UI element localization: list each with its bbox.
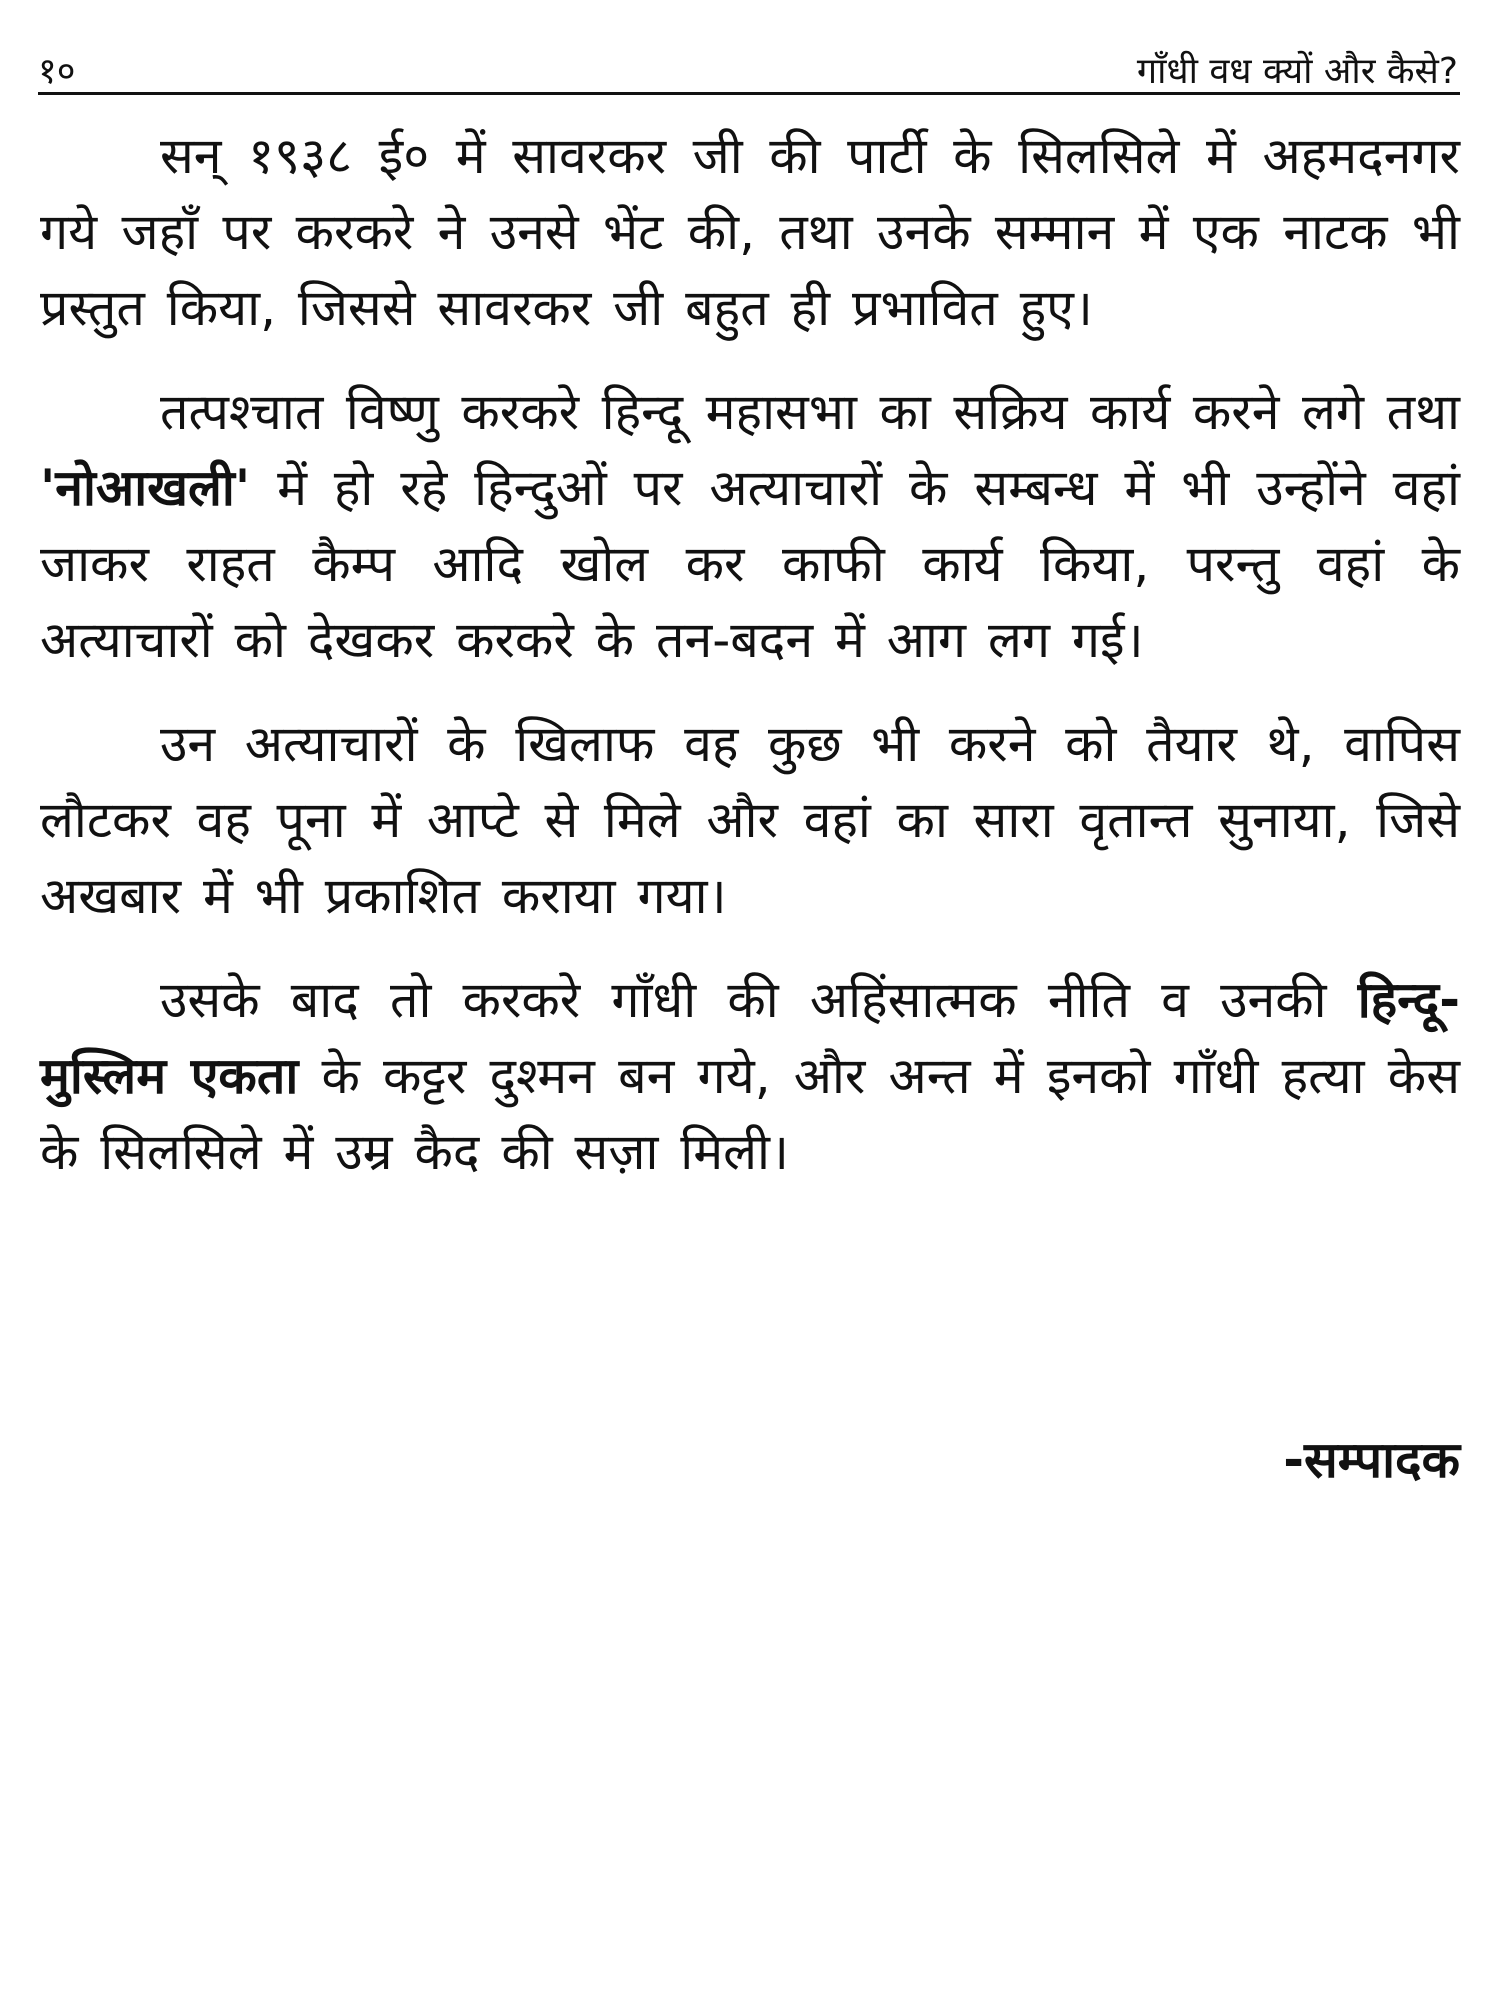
paragraph-2-text-before: तत्पश्चात विष्णु करकरे हिन्दू महासभा का सक्रिय कार्य करने लगे तथा: [160, 383, 1460, 441]
paragraph-4-bold-term: हिन्दू-मुस्लिम एकता: [40, 971, 1460, 1105]
paragraph-2-bold-term: 'नोआखली': [40, 459, 251, 517]
paragraph-4-text-before: उसके बाद तो करकरे गाँधी की अहिंसात्मक नीति व उनकी: [160, 971, 1358, 1029]
paragraph-2-text-after: में हो रहे हिन्दुओं पर अत्याचारों के सम्बन्ध में भी उन्होंने वहां जाकर राहत कैम्प आदि खोल कर काफी कार्य किया, परन्तु वहां के अत्याचारों को देखकर करकरे के तन-बदन में आग लग गई।: [40, 459, 1460, 669]
running-title: गाँधी वध क्यों और कैसे?: [1136, 51, 1458, 92]
paragraph-2: [40, 374, 1460, 678]
paragraph-1: [40, 118, 1460, 346]
paragraph-3: [40, 706, 1460, 934]
page-number: १०: [38, 51, 76, 92]
editor-signature: -सम्पादक: [1283, 1431, 1460, 1489]
paragraph-4-text-after: के कट्टर दुश्मन बन गये, और अन्त में इनको गाँधी हत्या केस के सिलसिले में उम्र कैद की सज़ा मिली।: [40, 1047, 1460, 1181]
page-header: [38, 48, 1458, 96]
paragraph-4: [40, 962, 1460, 1190]
body-text: [40, 118, 1460, 1218]
paragraph-1-text: सन् १९३८ ई० में सावरकर जी की पार्टी के सिलसिले में अहमदनगर गये जहाँ पर करकरे ने उनसे भेंट की, तथा उनके सम्मान में एक नाटक भी प्रस्तुत किया, जिससे सावरकर जी बहुत ही प्रभावित हुए।: [40, 127, 1460, 337]
paragraph-3-text: उन अत्याचारों के खिलाफ वह कुछ भी करने को तैयार थे, वापिस लौटकर वह पूना में आप्टे से मिले और वहां का सारा वृतान्त सुनाया, जिसे अखबार में भी प्रकाशित कराया गया।: [40, 715, 1460, 925]
header-rule: [38, 92, 1460, 95]
